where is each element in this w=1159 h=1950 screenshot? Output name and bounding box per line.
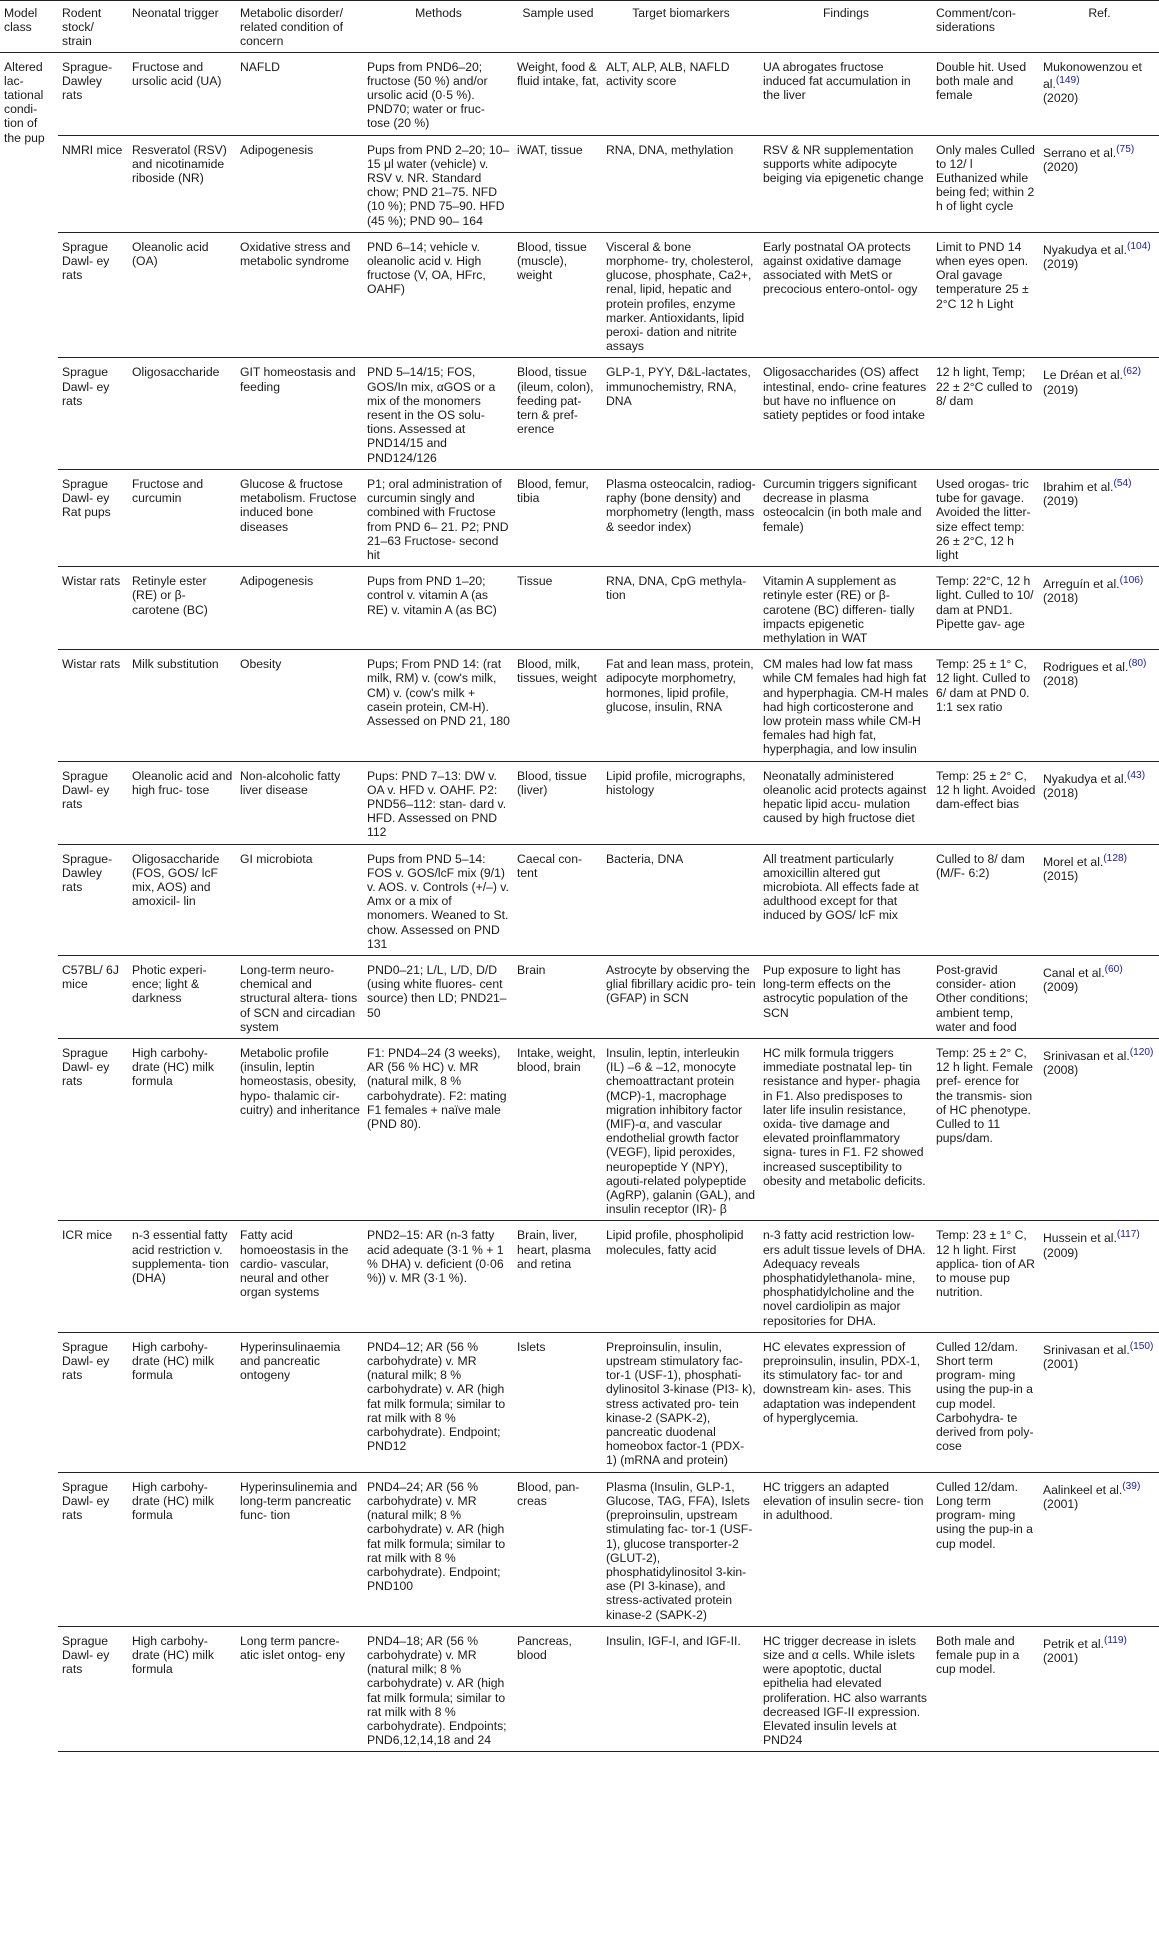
- ref-author: Arreguín et al.: [1043, 577, 1120, 592]
- cell-biomarkers: Plasma osteocalcin, radiog- raphy (bone density) and morphometry (length, mass & seedor index): [602, 469, 759, 566]
- table-row: [0, 358, 1159, 469]
- cell-sample: Caecal con- tent: [513, 844, 602, 955]
- cell-biomarkers: Insulin, IGF-I, and IGF-II.: [602, 1626, 759, 1752]
- ref-author: Canal et al.: [1043, 966, 1105, 981]
- cell-ref: [1039, 650, 1159, 761]
- cell-comment: Culled 12/dam. Long term program- ming using the pup-in a cup model.: [932, 1472, 1039, 1626]
- cell-findings: n-3 fatty acid restriction low- ers adult tissue levels of DHA. Adequacy reveals phosphatidylethanola- mine, phosphatidylcholine and the novel cardiolipin as major repositories for DHA.: [759, 1221, 932, 1332]
- cell-disorder: Glucose & fructose metabolism. Fructose induced bone diseases: [236, 469, 363, 566]
- ref-year: (2015): [1043, 868, 1079, 883]
- table-row: [0, 232, 1159, 358]
- cell-disorder: Metabolic profile (insulin, leptin homeostasis, obesity, hypo- thalamic cir- cuitry) and inheritance: [236, 1039, 363, 1221]
- cell-sample: Brain: [513, 955, 602, 1038]
- cell-methods: PND4–24; AR (56 % carbohydrate) v. MR (natural milk; 8 % carbohydrate) v. AR (high fat milk formula; similar to rat milk with 8 % carbohydrate). Endpoint; PND100: [363, 1472, 513, 1626]
- ref-citation-link[interactable]: (149): [1055, 74, 1080, 86]
- ref-citation-link[interactable]: (43): [1127, 769, 1146, 781]
- header-model-class: Model class: [0, 1, 58, 53]
- cell-comment: Limit to PND 14 when eyes open. Oral gavage temperature 25 ± 2°C 12 h Light: [932, 232, 1039, 358]
- cell-sample: Intake, weight, blood, brain: [513, 1039, 602, 1221]
- table-row: [0, 567, 1159, 650]
- ref-citation-link[interactable]: (117): [1116, 1229, 1140, 1241]
- ref-author: Nyakudya et al.: [1043, 771, 1128, 786]
- cell-rodent: Sprague Dawl- ey rats: [58, 358, 128, 469]
- cell-trigger: High carbohy- drate (HC) milk formula: [128, 1472, 236, 1626]
- ref-year: (2001): [1043, 1650, 1079, 1665]
- cell-trigger: Retinyle ester (RE) or β-carotene (BC): [128, 567, 236, 650]
- ref-author: Ibrahim et al.: [1043, 479, 1114, 494]
- cell-findings: HC milk formula triggers immediate postnatal lep- tin resistance and hyper- phagia in F1. Also predisposes to later life insulin resistance, oxida- tive damage and elevated proinflammatory signa- tures in F1. F2 showed increased susceptibility to obesity and metabolic deficits.: [759, 1039, 932, 1221]
- ref-citation-link[interactable]: (119): [1103, 1634, 1127, 1646]
- header-biomarkers: Target biomarkers: [602, 1, 759, 53]
- cell-ref: [1039, 358, 1159, 469]
- cell-comment: Post-gravid consider- ation Other conditions; ambient temp, water and food: [932, 955, 1039, 1038]
- cell-comment: Used orogas- tric tube for gavage. Avoided the litter-size effect temp: 26 ± 2°C, 12 h light: [932, 469, 1039, 566]
- ref-citation-link[interactable]: (60): [1104, 963, 1123, 975]
- cell-ref: [1039, 135, 1159, 232]
- cell-methods: P1; oral administration of curcumin singly and combined with Fructose from PND 6– 21. P2; PND 21–63 Fructose- second hit: [363, 469, 513, 566]
- cell-rodent: Sprague Dawl- ey rats: [58, 761, 128, 844]
- cell-methods: PND 5–14/15; FOS, GOS/In mix, αGOS or a mix of the monomers resent in the OS solu- tions. Assessed at PND14/15 and PND124/126: [363, 358, 513, 469]
- ref-year: (2001): [1043, 1357, 1079, 1372]
- cell-ref: [1039, 1472, 1159, 1626]
- cell-findings: HC trigger decrease in islets size and α cells. While islets were apoptotic, ductal epithelia had elevated proliferation. HC also warrants decreased IGF-II expression. Elevated insulin levels at PND24: [759, 1626, 932, 1752]
- ref-citation-link[interactable]: (54): [1113, 477, 1132, 489]
- cell-rodent: C57BL/ 6J mice: [58, 955, 128, 1038]
- table-row: [0, 52, 1159, 135]
- table-header-row: [0, 1, 1159, 53]
- cell-rodent: Sprague Dawl- ey rats: [58, 1332, 128, 1472]
- table-row: [0, 1472, 1159, 1626]
- ref-year: (2018): [1043, 785, 1079, 800]
- table-row: [0, 761, 1159, 844]
- cell-methods: Pups from PND 1–20; control v. vitamin A (as RE) v. vitamin A (as BC): [363, 567, 513, 650]
- cell-biomarkers: ALT, ALP, ALB, NAFLD activity score: [606, 59, 730, 88]
- cell-findings: HC elevates expression of preproinsulin, insulin, PDX-1, its stimulatory fac- tor and downstream kin- ases. This adaptation was independent of hyperglycemia.: [759, 1332, 932, 1472]
- table-row: [0, 135, 1159, 232]
- ref-citation-link[interactable]: (80): [1128, 658, 1147, 670]
- ref-citation-link[interactable]: (62): [1122, 366, 1142, 378]
- cell-comment: 12 h light, Temp; 22 ± 2°C culled to 8/ dam: [932, 358, 1039, 469]
- ref-citation-link[interactable]: (75): [1116, 143, 1135, 155]
- ref-citation-link[interactable]: (39): [1122, 1480, 1141, 1492]
- cell-sample: Blood, tissue (muscle), weight: [513, 232, 602, 358]
- cell-ref: [1039, 1626, 1159, 1752]
- cell-biomarkers: Astrocyte by observing the glial fibrillary acidic pro- tein (GFAP) in SCN: [602, 955, 759, 1038]
- cell-trigger: Oleanolic acid and high fruc- tose: [128, 761, 236, 844]
- ref-year: (2009): [1043, 1245, 1079, 1260]
- table-row: [0, 650, 1159, 761]
- cell-disorder: Adipogenesis: [236, 135, 363, 232]
- cell-disorder: Adipogenesis: [236, 567, 363, 650]
- cell-disorder: GIT homeostasis and feeding: [236, 358, 363, 469]
- table-row: [0, 469, 1159, 566]
- cell-sample: Blood, pan- creas: [513, 1472, 602, 1626]
- cell-biomarkers: Visceral & bone morphome- try, cholesterol, glucose, phosphate, Ca2+, renal, lipid, hepatic and protein profiles, enzyme marker. Antioxidants, lipid peroxi- dation and nitrite assays: [602, 232, 759, 358]
- header-methods: Methods: [363, 1, 513, 53]
- cell-rodent: Sprague Dawl- ey rats: [58, 1039, 128, 1221]
- cell-trigger: Photic experi- ence; light & darkness: [128, 955, 236, 1038]
- cell-comment: Both male and female pup in a cup model.: [932, 1626, 1039, 1752]
- cell-findings: All treatment particularly amoxicillin altered gut microbiota. All effects fade at adulthood except for that induced by GOS/ lcF mix: [759, 844, 932, 955]
- ref-author: Aalinkeel et al.: [1043, 1482, 1123, 1497]
- cell-methods: PND 6–14; vehicle v. oleanolic acid v. High fructose (V, OA, HFrc, OAHF): [363, 232, 513, 358]
- cell-ref: [1039, 761, 1159, 844]
- cell-disorder: Long term pancre- atic islet ontog- eny: [236, 1626, 363, 1752]
- cell-ref: [1039, 52, 1159, 135]
- ref-year: (2019): [1043, 257, 1079, 272]
- ref-author: Nyakudya et al.: [1043, 242, 1128, 257]
- ref-author: Morel et al.: [1043, 854, 1104, 869]
- cell-disorder: Fatty acid homoeostasis in the cardio- vascular, neural and other organ systems: [236, 1221, 363, 1332]
- ref-citation-link[interactable]: (104): [1127, 240, 1151, 252]
- header-ref: Ref.: [1039, 1, 1159, 53]
- table-row: [0, 955, 1159, 1038]
- cell-trigger: n-3 essential fatty acid restriction v. supplementa- tion (DHA): [128, 1221, 236, 1332]
- cell-disorder: Non-alcoholic fatty liver disease: [236, 761, 363, 844]
- cell-biomarkers: RNA, DNA, methylation: [602, 135, 759, 232]
- cell-methods: PND4–18; AR (56 % carbohydrate) v. MR (natural milk; 8 % carbohydrate) v. AR (high fat milk formula; similar to rat milk with 8 % carbohydrate). Endpoints; PND6,12,14,18 and 24: [363, 1626, 513, 1752]
- cell-comment: Temp: 25 ± 2° C, 12 h light. Avoided dam-effect bias: [932, 761, 1039, 844]
- cell-comment: Temp: 22°C, 12 h light. Culled to 10/ dam at PND1. Pipette gav- age: [932, 567, 1039, 650]
- ref-author: Le Dréan et al.: [1043, 368, 1123, 383]
- cell-sample: Blood, femur, tibia: [513, 469, 602, 566]
- cell-ref: [1039, 232, 1159, 358]
- cell-sample: iWAT, tissue: [513, 135, 602, 232]
- cell-findings: RSV & NR supplementation supports white adipocyte beiging via epigenetic change: [759, 135, 932, 232]
- table-row: [0, 1332, 1159, 1472]
- cell-comment: Only males Culled to 12/ l Euthanized while being fed; within 2 h of light cycle: [932, 135, 1039, 232]
- table-row: [0, 1221, 1159, 1332]
- cell-trigger: Milk substitution: [128, 650, 236, 761]
- ref-year: (2019): [1043, 382, 1079, 397]
- cell-findings: HC triggers an adapted elevation of insulin secre- tion in adulthood.: [759, 1472, 932, 1626]
- cell-disorder: NAFLD: [240, 59, 280, 74]
- cell-biomarkers: Plasma (Insulin, GLP-1, Glucose, TAG, FFA), Islets (preproinsulin, upstream stimulating fac- tor-1 (USF-1), glucose transporter-2 (GLUT-2), phosphatidylinositol 3-kin- ase (PI 3-kinase), and stress-activated protein kinase-2 (SAPK-2): [602, 1472, 759, 1626]
- cell-comment: Culled to 8/ dam (M/F- 6:2): [932, 844, 1039, 955]
- cell-ref: [1039, 1039, 1159, 1221]
- cell-rodent: Sprague Dawl- ey Rat pups: [58, 469, 128, 566]
- cell-rodent: NMRI mice: [58, 135, 128, 232]
- cell-sample: Islets: [513, 1332, 602, 1472]
- cell-trigger: High carbohy- drate (HC) milk formula: [128, 1039, 236, 1221]
- cell-sample: Pancreas, blood: [513, 1626, 602, 1752]
- table-row: [0, 1039, 1159, 1221]
- header-findings: Findings: [759, 1, 932, 53]
- ref-year: (2020): [1043, 159, 1079, 174]
- cell-rodent: Sprague Dawl- ey rats: [58, 1472, 128, 1626]
- cell-sample: Blood, milk, tissues, weight: [513, 650, 602, 761]
- header-trigger: Neonatal trigger: [128, 1, 236, 53]
- cell-disorder: GI microbiota: [236, 844, 363, 955]
- ref-citation-link[interactable]: (128): [1103, 852, 1128, 864]
- ref-year: (2018): [1043, 674, 1079, 689]
- cell-rodent: Sprague Dawl- ey rats: [58, 232, 128, 358]
- ref-author: Serrano et al.: [1043, 145, 1117, 160]
- cell-ref: [1039, 955, 1159, 1038]
- ref-year: (2008): [1043, 1063, 1079, 1078]
- cell-ref: [1039, 469, 1159, 566]
- cell-biomarkers: GLP-1, PYY, D&L-lactates, immunochemistry, RNA, DNA: [602, 358, 759, 469]
- ref-citation-link[interactable]: (120): [1129, 1047, 1154, 1058]
- cell-biomarkers: Fat and lean mass, protein, adipocyte morphometry, hormones, lipid profile, glucose, insulin, RNA: [602, 650, 759, 761]
- cell-comment: Double hit. Used both male and female: [936, 59, 1027, 103]
- cell-trigger: Oligosaccharide: [128, 358, 236, 469]
- cell-findings: Curcumin triggers significant decrease in plasma osteocalcin (in both male and female): [759, 469, 932, 566]
- cell-trigger: High carbohy- drate (HC) milk formula: [128, 1332, 236, 1472]
- ref-author: Srinivasan et al.: [1043, 1049, 1130, 1064]
- cell-findings: Neonatally administered oleanolic acid protects against hepatic lipid accu- mulation caused by high fructose diet: [759, 761, 932, 844]
- header-comment: Comment/con- siderations: [932, 1, 1039, 53]
- cell-methods: Pups: PND 7–13: DW v. OA v. HFD v. OAHF. P2: PND56–112: stan- dard v. HFD. Assessed on PND 112: [363, 761, 513, 844]
- cell-disorder: Obesity: [236, 650, 363, 761]
- ref-citation-link[interactable]: (106): [1119, 575, 1144, 587]
- cell-disorder: Long-term neuro- chemical and structural altera- tions of SCN and circadian system: [236, 955, 363, 1038]
- ref-year: (2018): [1043, 591, 1079, 606]
- cell-findings: Oligosaccharides (OS) affect intestinal, endo- crine features but have no influence on satiety peptides or food intake: [759, 358, 932, 469]
- header-rodent: Rodent stock/ strain: [58, 1, 128, 53]
- cell-biomarkers: RNA, DNA, CpG methyla- tion: [602, 567, 759, 650]
- cell-biomarkers: Lipid profile, micrographs, histology: [602, 761, 759, 844]
- cell-sample: Blood, tissue (liver): [513, 761, 602, 844]
- model-class-cell: Altered lac- tational condi- tion of the pup: [4, 59, 45, 145]
- cell-methods: Pups from PND6–20; fructose (50 %) and/or ursolic acid (0·5 %). PND70; water or fruc- tose (20 %): [367, 59, 488, 131]
- ref-author: Petrik et al.: [1043, 1636, 1104, 1651]
- cell-methods: F1: PND4–24 (3 weeks), AR (56 % HC) v. MR (natural milk, 8 % carbohydrate). F2: mating F1 females + naïve male (PND 80).: [363, 1039, 513, 1221]
- cell-sample: Tissue: [513, 567, 602, 650]
- ref-year: (2020): [1043, 91, 1079, 106]
- cell-trigger: Fructose and ursolic acid (UA): [132, 59, 222, 88]
- ref-citation-link[interactable]: (150): [1129, 1340, 1154, 1352]
- cell-methods: Pups from PND 5–14: FOS v. GOS/lcF mix (9/1) v. AOS. v. Controls (+/–) v. Amx or a mix of monomers. Weaned to St. chow. Assessed on PND 131: [363, 844, 513, 955]
- ref-author: Srinivasan et al.: [1043, 1342, 1130, 1357]
- ref-author: Mukonowenzou et al.: [1043, 59, 1142, 91]
- ref-author: Rodrigues et al.: [1043, 660, 1129, 675]
- table-body: [0, 52, 1159, 1752]
- cell-ref: [1039, 1221, 1159, 1332]
- cell-methods: PND2–15: AR (n-3 fatty acid adequate (3·1 % + 1 % DHA) v. deficient (0·06 %)) v. MR (3·1 %).: [363, 1221, 513, 1332]
- ref-year: (2019): [1043, 494, 1079, 509]
- cell-trigger: High carbohy- drate (HC) milk formula: [128, 1626, 236, 1752]
- cell-biomarkers: Preproinsulin, insulin, upstream stimulatory fac- tor-1 (USF-1), phosphati- dylinositol 3-kinase (PI3- k), stress activated pro- tein kinase-2 (SAPK-2), pancreatic duodenal homeobox factor-1 (PDX- 1) (mRNA and protein): [602, 1332, 759, 1472]
- cell-comment: Temp: 23 ± 1° C, 12 h light. First applica- tion of AR to mouse pup nutrition.: [932, 1221, 1039, 1332]
- cell-comment: Temp: 25 ± 2° C, 12 h light. Female pref- erence for the transmis- sion of HC phenotype. Culled to 11 pups/dam.: [932, 1039, 1039, 1221]
- cell-disorder: Hyperinsulinemia and long-term pancreatic func- tion: [236, 1472, 363, 1626]
- cell-rodent: Sprague- Dawley rats: [62, 59, 113, 103]
- cell-findings: Vitamin A supplement as retinyle ester (RE) or β- carotene (BC) differen- tially impacts epigenetic methylation in WAT: [759, 567, 932, 650]
- cell-findings: Early postnatal OA protects against oxidative damage associated with MetS or precocious entero-ontol- ogy: [759, 232, 932, 358]
- cell-findings: UA abrogates fructose induced fat accumulation in the liver: [763, 59, 911, 103]
- cell-biomarkers: Insulin, leptin, interleukin (IL) –6 & –12, monocyte chemoattractant protein (MCP)-1, macrophage migration inhibitory factor (MIF)-α, and vascular endothelial growth factor (VEGF), lipid peroxides, neuropeptide Y (NPY), agouti-related polypeptide (AgRP), galanin (GAL), and insulin receptor (IR)- β: [602, 1039, 759, 1221]
- cell-disorder: Hyperinsulinaemia and pancreatic ontogeny: [236, 1332, 363, 1472]
- cell-methods: Pups; From PND 14: (rat milk, RM) v. (cow's milk, CM) v. (cow's milk + casein protein, CM-H). Assessed on PND 21, 180: [363, 650, 513, 761]
- header-sample: Sample used: [513, 1, 602, 53]
- cell-rodent: Wistar rats: [58, 650, 128, 761]
- ref-year: (2009): [1043, 980, 1079, 995]
- ref-author: Hussein et al.: [1043, 1231, 1117, 1246]
- cell-sample: Brain, liver, heart, plasma and retina: [513, 1221, 602, 1332]
- cell-findings: Pup exposure to light has long-term effects on the astrocytic population of the SCN: [759, 955, 932, 1038]
- cell-rodent: Sprague Dawl- ey rats: [58, 1626, 128, 1752]
- cell-trigger: Fructose and curcumin: [128, 469, 236, 566]
- cell-rodent: Wistar rats: [58, 567, 128, 650]
- table-row: [0, 1626, 1159, 1752]
- cell-trigger: Oligosaccharide (FOS, GOS/ lcF mix, AOS) and amoxicil- lin: [128, 844, 236, 955]
- cell-comment: Temp: 25 ± 1° C, 12 light. Culled to 6/ dam at PND 0. 1:1 sex ratio: [932, 650, 1039, 761]
- cell-biomarkers: Lipid profile, phospholipid molecules, fatty acid: [602, 1221, 759, 1332]
- cell-ref: [1039, 1332, 1159, 1472]
- cell-ref: [1039, 844, 1159, 955]
- cell-ref: [1039, 567, 1159, 650]
- cell-methods: PND4–12; AR (56 % carbohydrate) v. MR (natural milk; 8 % carbohydrate) v. AR (high fat milk formula; similar to rat milk with 8 % carbohydrate). Endpoint; PND12: [363, 1332, 513, 1472]
- cell-biomarkers: Bacteria, DNA: [602, 844, 759, 955]
- cell-disorder: Oxidative stress and metabolic syndrome: [236, 232, 363, 358]
- cell-methods: Pups from PND 2–20; 10–15 μl water (vehicle) v. RSV v. NR. Standard chow; PND 21–75. NFD (10 %); PND 75–90. HFD (45 %); PND 90– 164: [363, 135, 513, 232]
- table-row: [0, 844, 1159, 955]
- ref-year: (2001): [1043, 1496, 1079, 1511]
- cell-rodent: Sprague- Dawley rats: [58, 844, 128, 955]
- cell-trigger: Resveratol (RSV) and nicotinamide riboside (NR): [128, 135, 236, 232]
- cell-findings: CM males had low fat mass while CM females had high fat and hyperphagia. CM-H males had high corticosterone and low protein mass while CM-H females had high fat, hyperphagia, and low insulin: [759, 650, 932, 761]
- cell-sample: Weight, food & fluid intake, fat,: [517, 59, 599, 88]
- cell-sample: Blood, tissue (ileum, colon), feeding pat- tern & pref- erence: [513, 358, 602, 469]
- cell-trigger: Oleanolic acid (OA): [128, 232, 236, 358]
- cell-rodent: ICR mice: [58, 1221, 128, 1332]
- cell-methods: PND0–21; L/L, L/D, D/D (using white fluores- cent source) then LD; PND21–50: [363, 955, 513, 1038]
- header-disorder: Metabolic disorder/ related condition of concern: [236, 1, 363, 53]
- cell-comment: Culled 12/dam. Short term program- ming using the pup-in a cup model. Carbohydra- te derived from poly- cose: [932, 1332, 1039, 1472]
